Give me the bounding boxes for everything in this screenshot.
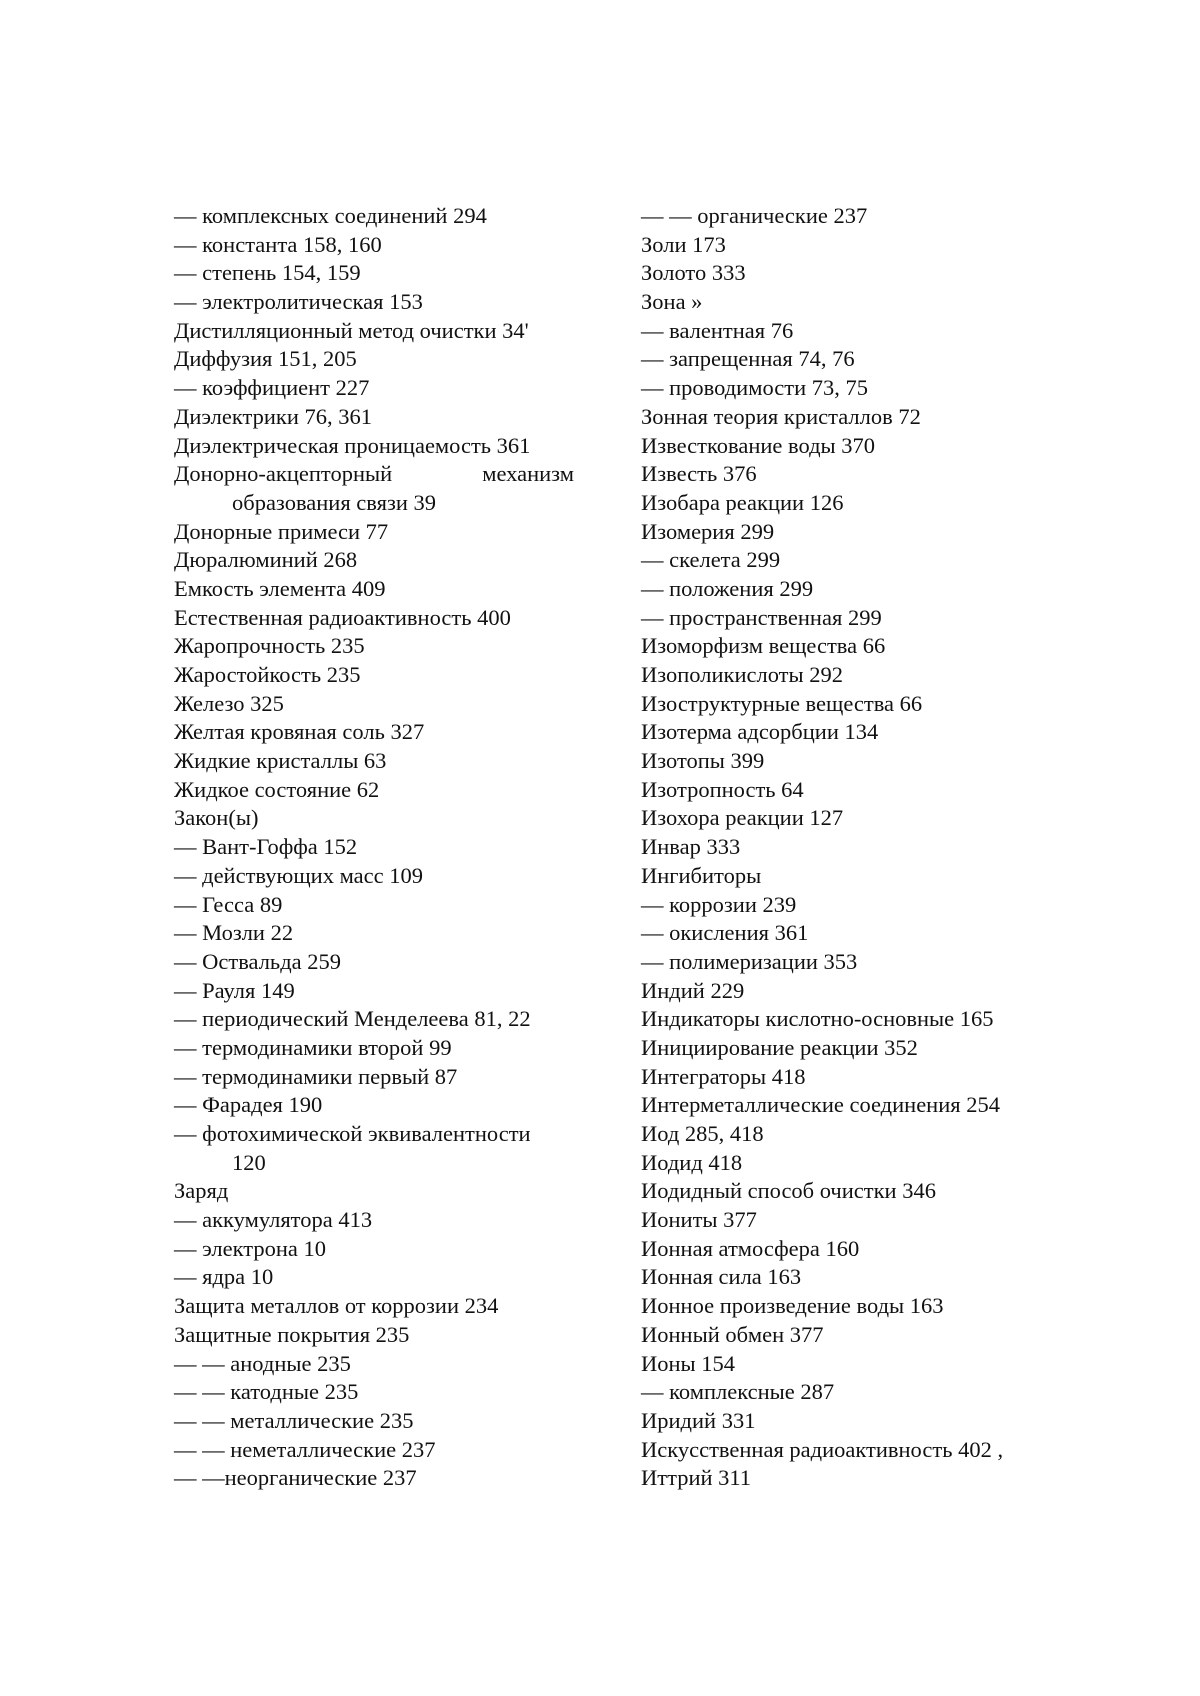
index-entry: Заряд [174,1178,229,1204]
index-entry: 120 [232,1149,266,1175]
index-entry: — фотохимической эквивалентности [174,1121,531,1146]
index-entry: Защитные покрытия 235 [174,1321,410,1347]
index-entry: — комплексные 287 [641,1379,835,1405]
index-entry: Инвар 333 [641,834,741,860]
index-entry: Изополикислоты 292 [641,662,843,687]
index-entry: — — неметаллические 237 [174,1436,436,1462]
index-entry: Диэлектрики 76, 361 [174,403,372,429]
index-entry: Ионы 154 [641,1350,736,1376]
index-entry: Диффузия 151, 205 [174,346,357,372]
index-column-left [174,202,574,1493]
index-entry: Интерметаллические соединения 254 [641,1092,1000,1118]
index-entry: — коррозии 239 [641,891,797,917]
index-entry: Желтая кровяная соль 327 [174,719,425,745]
index-entry: Диэлектрическая проницаемость 361 [174,432,531,458]
index-entry: — степень 154, 159 [174,260,361,286]
index-entry: — Оствальда 259 [174,948,342,974]
index-entry: Ионная атмосфера 160 [641,1235,860,1261]
index-entry: — действующих масс 109 [174,862,423,888]
index-entry: — — анодные 235 [174,1350,351,1376]
index-entry: — — катодные 235 [174,1379,359,1405]
index-entry: Дюралюминий 268 [174,547,358,573]
index-entry: Жидкое состояние 62 [174,776,380,802]
index-column-right [641,202,1061,1493]
index-entry: — положения 299 [641,575,814,601]
index-entry: Изомерия 299 [641,518,775,544]
index-entry: Иодидный способ очистки 346 [641,1178,936,1204]
index-entry: Жидкие кристаллы 63 [174,748,387,774]
index-entry: Известь 376 [641,461,757,487]
index-entry: Естественная радиоактивность 400 [174,604,511,630]
index-entry: Изоморфизм вещества 66 [641,633,886,659]
index-entry: Ионное произведение воды 163 [641,1293,944,1319]
index-entry: — проводимости 73, 75 [641,375,869,401]
index-entry: Интеграторы 418 [641,1063,806,1089]
index-entry: — аккумулятора 413 [174,1207,373,1233]
index-entry: — — органические 237 [641,203,868,228]
index-entry: — Рауля 149 [174,977,295,1003]
index-entry: Жаростойкость 235 [174,662,361,687]
index-entry: Изохора реакции 127 [641,805,844,831]
index-entry: Зона » [641,289,703,315]
index-entry: Искусственная радиоактивность 402 , [641,1436,1004,1462]
index-entry: Иттрий 311 [641,1465,752,1491]
index-entry: — константа 158, 160 [174,231,382,257]
index-entry [174,460,574,489]
index-entry: Защита металлов от коррозии 234 [174,1293,499,1319]
index-entry: Железо 325 [174,690,284,716]
index-entry: Зонная теория кристаллов 72 [641,403,921,429]
index-entry: Иониты 377 [641,1207,757,1233]
index-entry: — электролитическая 153 [174,289,423,315]
index-entry: Ионная сила 163 [641,1264,802,1290]
index-entry: образования связи 39 [232,489,437,515]
index-entry: — окисления 361 [641,920,809,946]
index-entry: — комплексных соединений 294 [174,203,487,228]
index-entry: — Вант-Гоффа 152 [174,834,358,860]
index-entry: Иодид 418 [641,1149,743,1175]
index-entry: — термодинамики второй 99 [174,1034,452,1060]
index-entry: — —неорганические 237 [174,1465,417,1491]
index-entry: Инициирование реакции 352 [641,1034,918,1060]
index-entry: — электрона 10 [174,1235,326,1261]
index-entry: Индикаторы кислотно-основные 165 [641,1006,994,1032]
index-entry: — пространственная 299 [641,604,882,630]
index-entry: Изотропность 64 [641,776,804,802]
index-entry: Индий 229 [641,977,745,1003]
index-entry: Жаропрочность 235 [174,633,365,659]
index-entry: Изотопы 399 [641,748,765,774]
index-entry: Донорные примеси 77 [174,518,389,544]
index-entry: Иридий 331 [641,1407,756,1433]
index-entry: — термодинамики первый 87 [174,1063,458,1089]
index-entry: — — металлические 235 [174,1407,414,1433]
index-entry: — Гесса 89 [174,891,283,917]
index-entry: Ионный обмен 377 [641,1321,824,1347]
index-entry: Закон(ы) [174,805,259,831]
index-entry: Емкость элемента 409 [174,575,386,601]
index-entry: Золото 333 [641,260,746,286]
index-entry: Изотерма адсорбции 134 [641,719,879,745]
index-entry: — ядра 10 [174,1264,274,1290]
index-entry: Иод 285, 418 [641,1121,764,1146]
index-entry: — скелета 299 [641,547,781,573]
index-entry: — запрещенная 74, 76 [641,346,855,372]
index-entry-term-cont: механизм [482,461,574,487]
index-entry: — коэффициент 227 [174,375,370,401]
index-entry: — полимеризации 353 [641,948,858,974]
index-entry: Ингибиторы [641,862,762,888]
index-entry: — Фарадея 190 [174,1092,323,1118]
index-entry-term: Донорно-акцепторный [174,461,393,487]
index-entry: Золи 173 [641,231,726,257]
index-entry: — Мозли 22 [174,920,294,946]
index-entry: Изобара реакции 126 [641,489,844,515]
index-entry: — периодический Менделеева 81, 22 [174,1006,531,1032]
index-entry: Дистилляционный метод очистки 34' [174,317,529,343]
index-entry: Известкование воды 370 [641,432,876,458]
index-entry: Изоструктурные вещества 66 [641,690,923,716]
index-entry: — валентная 76 [641,317,794,343]
